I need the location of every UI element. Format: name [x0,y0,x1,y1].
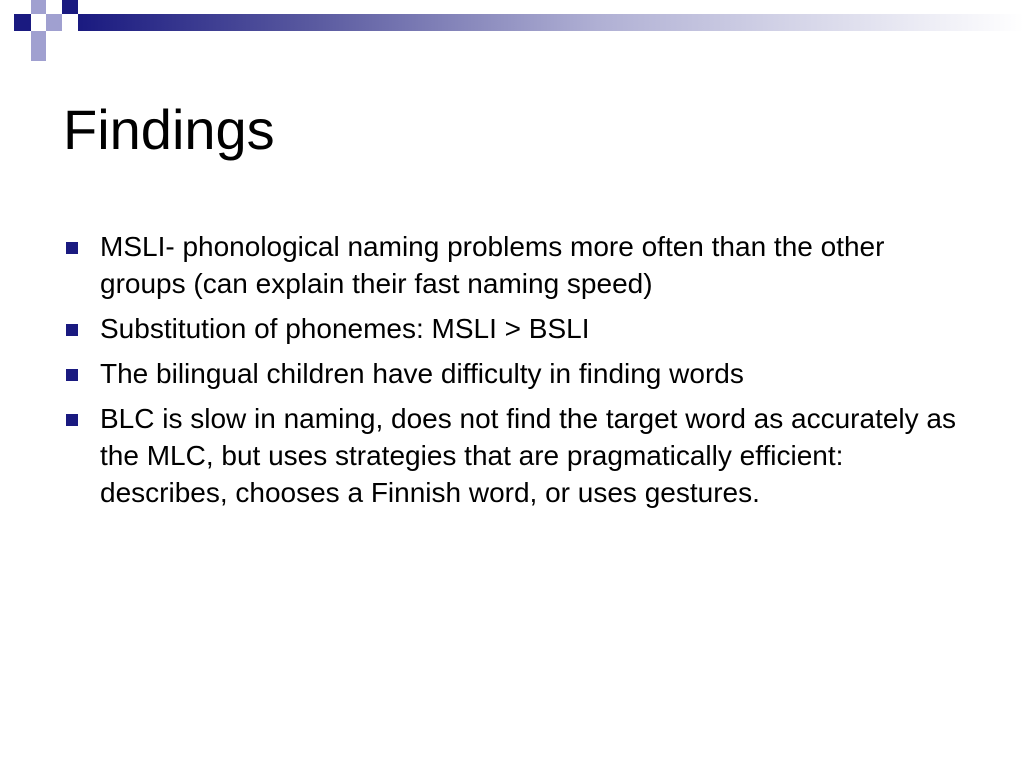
bullet-text: Substitution of phonemes: MSLI > BSLI [100,313,590,344]
decor-square-light [46,14,62,31]
bullet-item [63,310,963,347]
slide-title: Findings [63,98,275,161]
decor-square-light [31,0,46,14]
decor-square-light [31,31,46,45]
decor-square-dark [62,0,78,14]
square-bullet-icon [66,324,78,336]
bullet-text: BLC is slow in naming, does not find the target word as accurately as the MLC, but uses strategies that are pragmatically efficient: describes, chooses a Finnish word, or uses gestures. [100,403,956,508]
bullet-item [63,400,963,511]
bullet-list [63,228,963,519]
header-gradient-bar [78,14,1024,31]
square-bullet-icon [66,414,78,426]
bullet-item [63,355,963,392]
square-bullet-icon [66,369,78,381]
decor-square-light [31,45,46,61]
bullet-text: MSLI- phonological naming problems more often than the other groups (can explain their fast naming speed) [100,231,885,299]
square-bullet-icon [66,242,78,254]
decor-square-dark [14,14,31,31]
bullet-item [63,228,963,302]
bullet-text: The bilingual children have difficulty in finding words [100,358,744,389]
